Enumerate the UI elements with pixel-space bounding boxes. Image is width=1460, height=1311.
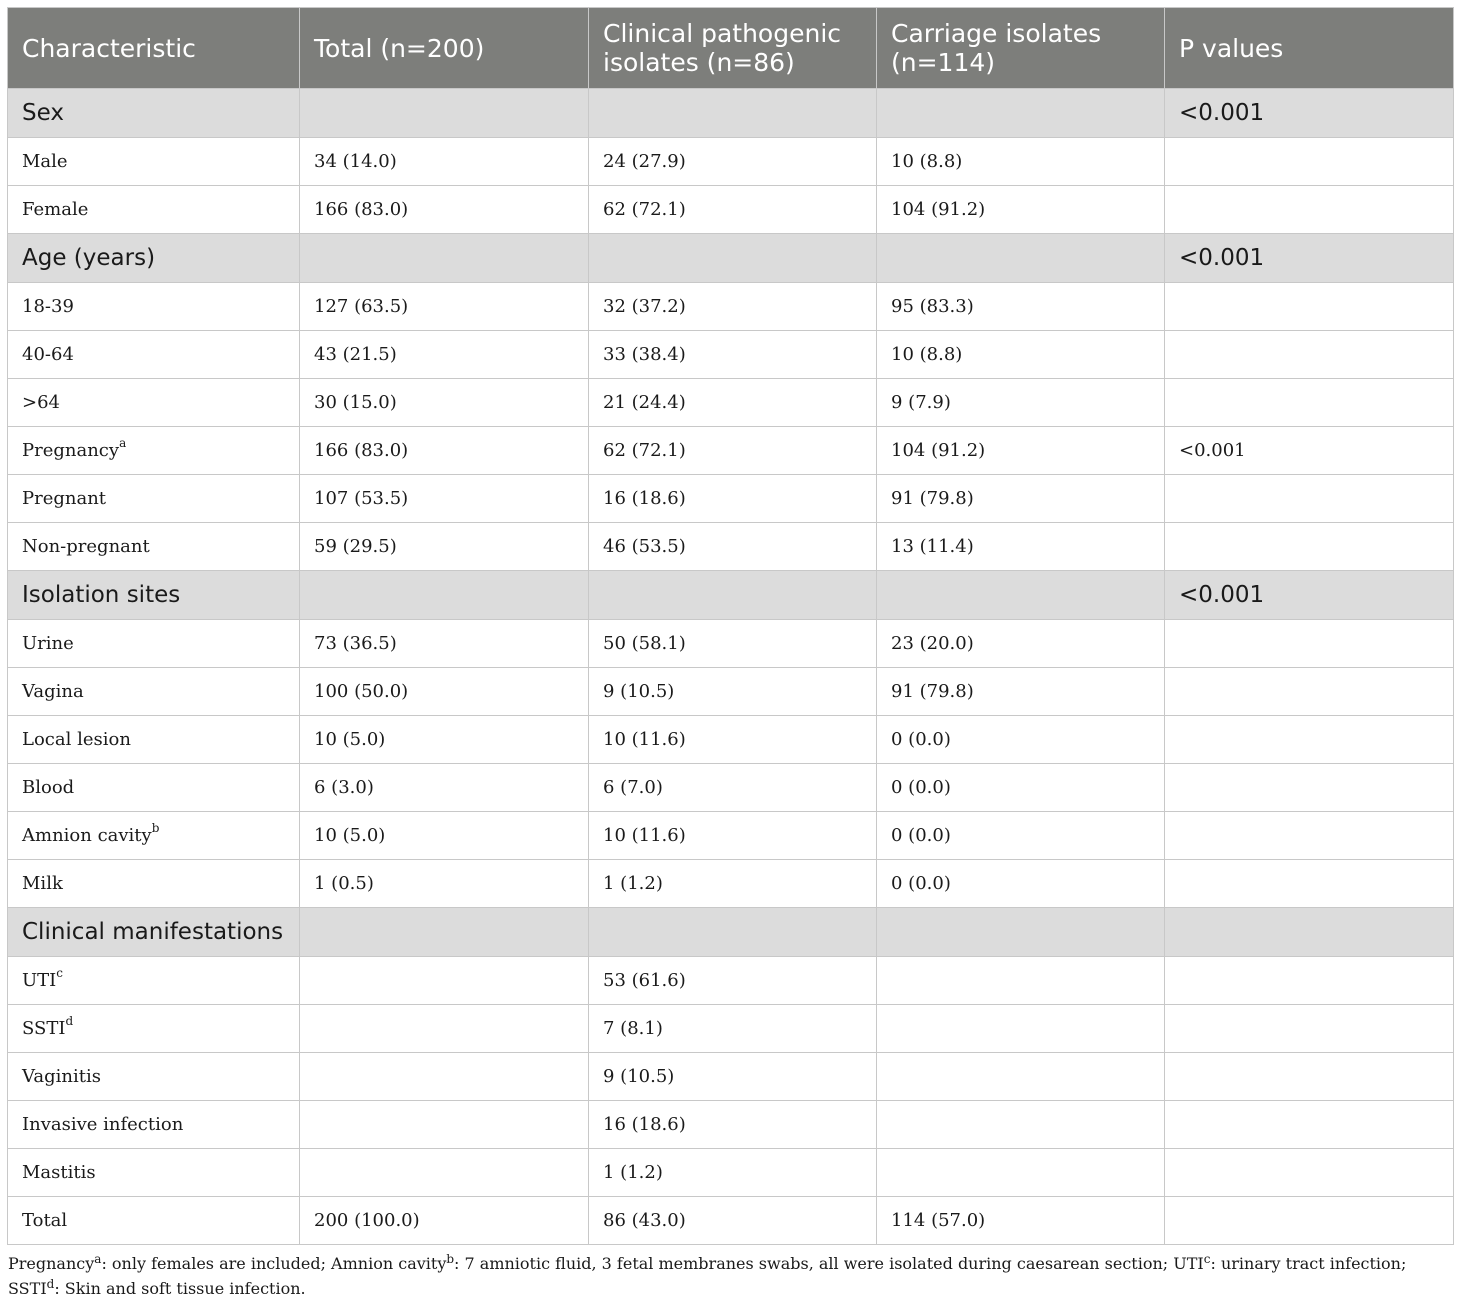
header-p-values: P values xyxy=(1165,8,1454,89)
table-cell xyxy=(8,571,300,620)
cell-text: <0.001 xyxy=(1179,440,1246,461)
table-cell xyxy=(877,812,1165,860)
cell-text: 91 (79.8) xyxy=(891,488,974,509)
table-cell xyxy=(1165,620,1454,668)
table-cell xyxy=(300,331,589,379)
table-cell xyxy=(1165,764,1454,812)
table-cell xyxy=(300,1101,589,1149)
cell-text: 16 (18.6) xyxy=(603,1114,686,1135)
table-cell xyxy=(1165,138,1454,186)
cell-text: 114 (57.0) xyxy=(891,1210,986,1231)
table-cell xyxy=(300,523,589,571)
table-cell xyxy=(877,283,1165,331)
table-cell xyxy=(300,89,589,138)
table-container xyxy=(7,7,1453,1301)
table-row xyxy=(8,860,1454,908)
cell-text: Blood xyxy=(22,777,75,798)
cell-text: 0 (0.0) xyxy=(891,777,951,798)
cell-text: <0.001 xyxy=(1179,100,1265,126)
header-clinical: Clinical pathogenic isolates (n=86) xyxy=(589,8,877,89)
footnote-text: : only females are included; Amnion cavity xyxy=(101,1254,447,1273)
table-cell xyxy=(8,957,300,1005)
cell-text: 10 (11.6) xyxy=(603,729,686,750)
cell-text: 166 (83.0) xyxy=(314,199,409,220)
cell-text: Total xyxy=(22,1210,68,1231)
cell-text: Vagina xyxy=(22,681,84,702)
cell-text: Pregnant xyxy=(22,488,107,509)
cell-text: Pregnancy xyxy=(22,440,120,461)
table-row xyxy=(8,1005,1454,1053)
cell-text: Amnion cavity xyxy=(22,825,152,846)
table-cell xyxy=(8,427,300,475)
table-cell xyxy=(877,620,1165,668)
table-cell xyxy=(300,668,589,716)
table-row xyxy=(8,1101,1454,1149)
table-cell xyxy=(589,234,877,283)
table-cell xyxy=(1165,234,1454,283)
cell-text: 30 (15.0) xyxy=(314,392,397,413)
cell-text: <0.001 xyxy=(1179,582,1265,608)
table-cell xyxy=(589,1005,877,1053)
table-cell xyxy=(8,716,300,764)
table-cell xyxy=(300,379,589,427)
table-cell xyxy=(1165,523,1454,571)
table-cell xyxy=(300,812,589,860)
table-cell xyxy=(1165,860,1454,908)
table-cell xyxy=(877,1149,1165,1197)
table-cell xyxy=(877,379,1165,427)
table-cell xyxy=(589,860,877,908)
section-row xyxy=(8,234,1454,283)
table-cell xyxy=(8,89,300,138)
table-cell xyxy=(1165,1053,1454,1101)
table-cell xyxy=(300,716,589,764)
cell-text: 10 (8.8) xyxy=(891,151,963,172)
cell-text: 10 (11.6) xyxy=(603,825,686,846)
cell-text: 1 (1.2) xyxy=(603,1162,663,1183)
cell-text: 10 (8.8) xyxy=(891,344,963,365)
cell-text: 21 (24.4) xyxy=(603,392,686,413)
cell-text: UTI xyxy=(22,970,57,991)
cell-text: 9 (7.9) xyxy=(891,392,951,413)
cell-text: 59 (29.5) xyxy=(314,536,397,557)
cell-text: 104 (91.2) xyxy=(891,199,986,220)
cell-text: 200 (100.0) xyxy=(314,1210,420,1231)
table-row xyxy=(8,427,1454,475)
table-cell xyxy=(300,1197,589,1245)
footnote-sup: b xyxy=(446,1252,455,1266)
header-characteristic: Characteristic xyxy=(8,8,300,89)
section-row xyxy=(8,89,1454,138)
table-row xyxy=(8,668,1454,716)
table-cell xyxy=(877,331,1165,379)
table-cell xyxy=(8,668,300,716)
table-cell xyxy=(1165,1197,1454,1245)
cell-text: SSTI xyxy=(22,1018,66,1039)
table-cell xyxy=(8,1101,300,1149)
cell-text: Milk xyxy=(22,873,63,894)
footnote-text: : 7 amniotic fluid, 3 fetal membranes swabs, all were isolated during caesarean section; UTI xyxy=(454,1254,1204,1273)
table-cell xyxy=(589,1149,877,1197)
cell-text: 7 (8.1) xyxy=(603,1018,663,1039)
cell-text: 32 (37.2) xyxy=(603,296,686,317)
table-cell xyxy=(589,812,877,860)
cell-text: 0 (0.0) xyxy=(891,729,951,750)
table-cell xyxy=(300,908,589,957)
cell-text: 34 (14.0) xyxy=(314,151,397,172)
table-cell xyxy=(877,668,1165,716)
table-cell xyxy=(877,1005,1165,1053)
cell-text: Invasive infection xyxy=(22,1114,184,1135)
section-row xyxy=(8,571,1454,620)
cell-text: Mastitis xyxy=(22,1162,96,1183)
cell-text: 10 (5.0) xyxy=(314,729,386,750)
table-cell xyxy=(589,523,877,571)
table-cell xyxy=(1165,571,1454,620)
table-cell xyxy=(589,283,877,331)
table-cell xyxy=(1165,379,1454,427)
table-cell xyxy=(589,571,877,620)
table-row xyxy=(8,620,1454,668)
table-cell xyxy=(877,89,1165,138)
cell-text: 6 (7.0) xyxy=(603,777,663,798)
table-cell xyxy=(877,523,1165,571)
table-cell xyxy=(589,138,877,186)
table-cell xyxy=(1165,716,1454,764)
table-cell xyxy=(8,475,300,523)
table-cell xyxy=(300,186,589,234)
table-footnote xyxy=(7,1251,1454,1301)
cell-text: 13 (11.4) xyxy=(891,536,974,557)
table-cell xyxy=(8,331,300,379)
cell-text: Age (years) xyxy=(22,245,156,271)
cell-text: 53 (61.6) xyxy=(603,970,686,991)
table-cell xyxy=(877,1197,1165,1245)
cell-text: 62 (72.1) xyxy=(603,440,686,461)
table-cell xyxy=(877,186,1165,234)
table-cell xyxy=(300,620,589,668)
cell-text: 1 (0.5) xyxy=(314,873,374,894)
table-cell xyxy=(877,475,1165,523)
table-cell xyxy=(8,1149,300,1197)
cell-text: >64 xyxy=(22,392,60,413)
footnote-text: : Skin and soft tissue infection. xyxy=(54,1279,306,1298)
table-cell xyxy=(589,89,877,138)
table-cell xyxy=(300,1149,589,1197)
footnote-text: Pregnancy xyxy=(8,1254,95,1273)
table-cell xyxy=(1165,283,1454,331)
cell-text: 6 (3.0) xyxy=(314,777,374,798)
cell-text: 0 (0.0) xyxy=(891,873,951,894)
cell-text: Local lesion xyxy=(22,729,131,750)
footnote-sup: a xyxy=(94,1252,102,1266)
table-cell xyxy=(877,957,1165,1005)
table-cell xyxy=(8,1005,300,1053)
cell-text: Urine xyxy=(22,633,74,654)
table-body xyxy=(8,89,1454,1245)
table-cell xyxy=(1165,908,1454,957)
table-cell xyxy=(589,186,877,234)
table-cell xyxy=(300,764,589,812)
cell-text: Non-pregnant xyxy=(22,536,150,557)
table-cell xyxy=(877,571,1165,620)
table-row xyxy=(8,1149,1454,1197)
table-cell xyxy=(300,1053,589,1101)
footnote-sup: d xyxy=(46,1277,55,1291)
table-cell xyxy=(1165,475,1454,523)
table-cell xyxy=(589,427,877,475)
table-row xyxy=(8,283,1454,331)
table-cell xyxy=(877,427,1165,475)
table-cell xyxy=(589,475,877,523)
table-cell xyxy=(877,860,1165,908)
table-cell xyxy=(8,186,300,234)
cell-text: 50 (58.1) xyxy=(603,633,686,654)
cell-text: 16 (18.6) xyxy=(603,488,686,509)
cell-text: Isolation sites xyxy=(22,582,181,608)
table-cell xyxy=(877,138,1165,186)
section-row xyxy=(8,908,1454,957)
table-cell xyxy=(1165,1149,1454,1197)
header-row xyxy=(8,8,1454,89)
cell-text: 104 (91.2) xyxy=(891,440,986,461)
table-cell xyxy=(589,1197,877,1245)
table-row xyxy=(8,1197,1454,1245)
table-cell xyxy=(1165,331,1454,379)
characteristics-table xyxy=(7,7,1454,1245)
footnote-sup: c xyxy=(1203,1252,1211,1266)
table-row xyxy=(8,957,1454,1005)
table-cell xyxy=(8,1197,300,1245)
table-cell xyxy=(8,379,300,427)
table-cell xyxy=(589,764,877,812)
table-cell xyxy=(589,908,877,957)
table-cell xyxy=(877,1101,1165,1149)
table-cell xyxy=(589,620,877,668)
table-cell xyxy=(877,764,1165,812)
table-cell xyxy=(1165,1005,1454,1053)
table-cell xyxy=(8,234,300,283)
table-cell xyxy=(589,1053,877,1101)
cell-superscript: d xyxy=(65,1014,74,1028)
cell-text: 166 (83.0) xyxy=(314,440,409,461)
cell-text: 95 (83.3) xyxy=(891,296,974,317)
cell-text: 18-39 xyxy=(22,296,74,317)
cell-text: 43 (21.5) xyxy=(314,344,397,365)
table-cell xyxy=(1165,812,1454,860)
table-header xyxy=(8,8,1454,89)
cell-text: Sex xyxy=(22,100,64,126)
cell-text: 9 (10.5) xyxy=(603,1066,675,1087)
cell-superscript: c xyxy=(56,966,64,980)
table-cell xyxy=(589,716,877,764)
table-row xyxy=(8,764,1454,812)
table-cell xyxy=(8,1053,300,1101)
table-cell xyxy=(877,234,1165,283)
table-row xyxy=(8,138,1454,186)
cell-text: Vaginitis xyxy=(22,1066,101,1087)
table-cell xyxy=(8,620,300,668)
cell-text: <0.001 xyxy=(1179,245,1265,271)
table-cell xyxy=(1165,1101,1454,1149)
table-cell xyxy=(1165,427,1454,475)
cell-text: 1 (1.2) xyxy=(603,873,663,894)
table-cell xyxy=(300,571,589,620)
cell-text: 127 (63.5) xyxy=(314,296,409,317)
footnote-text: : urinary tract infection; SSTI xyxy=(8,1254,1407,1298)
table-cell xyxy=(1165,89,1454,138)
table-row xyxy=(8,523,1454,571)
cell-text: 46 (53.5) xyxy=(603,536,686,557)
cell-text: Male xyxy=(22,151,68,172)
table-row xyxy=(8,186,1454,234)
table-row xyxy=(8,331,1454,379)
table-cell xyxy=(589,379,877,427)
table-cell xyxy=(300,957,589,1005)
table-cell xyxy=(589,668,877,716)
table-cell xyxy=(300,427,589,475)
cell-superscript: a xyxy=(119,436,127,450)
cell-text: 23 (20.0) xyxy=(891,633,974,654)
table-cell xyxy=(877,1053,1165,1101)
cell-text: 10 (5.0) xyxy=(314,825,386,846)
table-cell xyxy=(8,860,300,908)
table-cell xyxy=(300,234,589,283)
table-cell xyxy=(8,764,300,812)
cell-text: Female xyxy=(22,199,89,220)
table-cell xyxy=(589,331,877,379)
table-row xyxy=(8,1053,1454,1101)
cell-text: 100 (50.0) xyxy=(314,681,409,702)
table-cell xyxy=(300,138,589,186)
table-cell xyxy=(8,908,300,957)
table-cell xyxy=(300,860,589,908)
table-cell xyxy=(300,1005,589,1053)
table-row xyxy=(8,475,1454,523)
table-row xyxy=(8,716,1454,764)
table-cell xyxy=(1165,186,1454,234)
table-cell xyxy=(8,523,300,571)
table-row xyxy=(8,812,1454,860)
table-cell xyxy=(877,716,1165,764)
table-row xyxy=(8,379,1454,427)
cell-text: Clinical manifestations xyxy=(22,919,284,945)
table-cell xyxy=(8,812,300,860)
cell-text: 91 (79.8) xyxy=(891,681,974,702)
cell-text: 107 (53.5) xyxy=(314,488,409,509)
cell-text: 33 (38.4) xyxy=(603,344,686,365)
table-cell xyxy=(300,283,589,331)
table-cell xyxy=(8,138,300,186)
table-cell xyxy=(877,908,1165,957)
table-cell xyxy=(1165,957,1454,1005)
table-cell xyxy=(1165,668,1454,716)
cell-text: 9 (10.5) xyxy=(603,681,675,702)
cell-text: 40-64 xyxy=(22,344,74,365)
table-cell xyxy=(300,475,589,523)
cell-text: 62 (72.1) xyxy=(603,199,686,220)
cell-text: 73 (36.5) xyxy=(314,633,397,654)
table-cell xyxy=(589,957,877,1005)
cell-text: 0 (0.0) xyxy=(891,825,951,846)
cell-text: 86 (43.0) xyxy=(603,1210,686,1231)
header-total: Total (n=200) xyxy=(300,8,589,89)
header-carriage: Carriage isolates (n=114) xyxy=(877,8,1165,89)
table-cell xyxy=(589,1101,877,1149)
table-cell xyxy=(8,283,300,331)
cell-superscript: b xyxy=(151,821,160,835)
cell-text: 24 (27.9) xyxy=(603,151,686,172)
